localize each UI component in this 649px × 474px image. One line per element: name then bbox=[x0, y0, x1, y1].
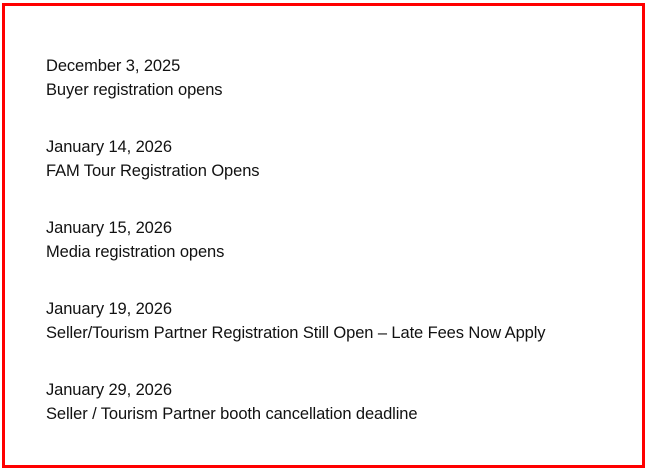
event-description: Buyer registration opens bbox=[46, 81, 223, 99]
event-item bbox=[46, 54, 632, 102]
key-dates-list bbox=[46, 54, 632, 426]
event-item bbox=[46, 216, 632, 264]
event-item bbox=[46, 378, 632, 426]
event-item bbox=[46, 297, 632, 345]
event-description: Seller/Tourism Partner Registration Still Open – Late Fees Now Apply bbox=[46, 324, 546, 342]
event-description: FAM Tour Registration Opens bbox=[46, 162, 260, 180]
event-date: January 19, 2026 bbox=[46, 300, 172, 318]
event-description: Seller / Tourism Partner booth cancellation deadline bbox=[46, 405, 418, 423]
event-item bbox=[46, 135, 632, 183]
event-date: January 29, 2026 bbox=[46, 381, 172, 399]
event-description: Media registration opens bbox=[46, 243, 225, 261]
event-date: January 15, 2026 bbox=[46, 219, 172, 237]
event-date: December 3, 2025 bbox=[46, 57, 181, 75]
dates-panel bbox=[2, 3, 645, 468]
event-date: January 14, 2026 bbox=[46, 138, 172, 156]
